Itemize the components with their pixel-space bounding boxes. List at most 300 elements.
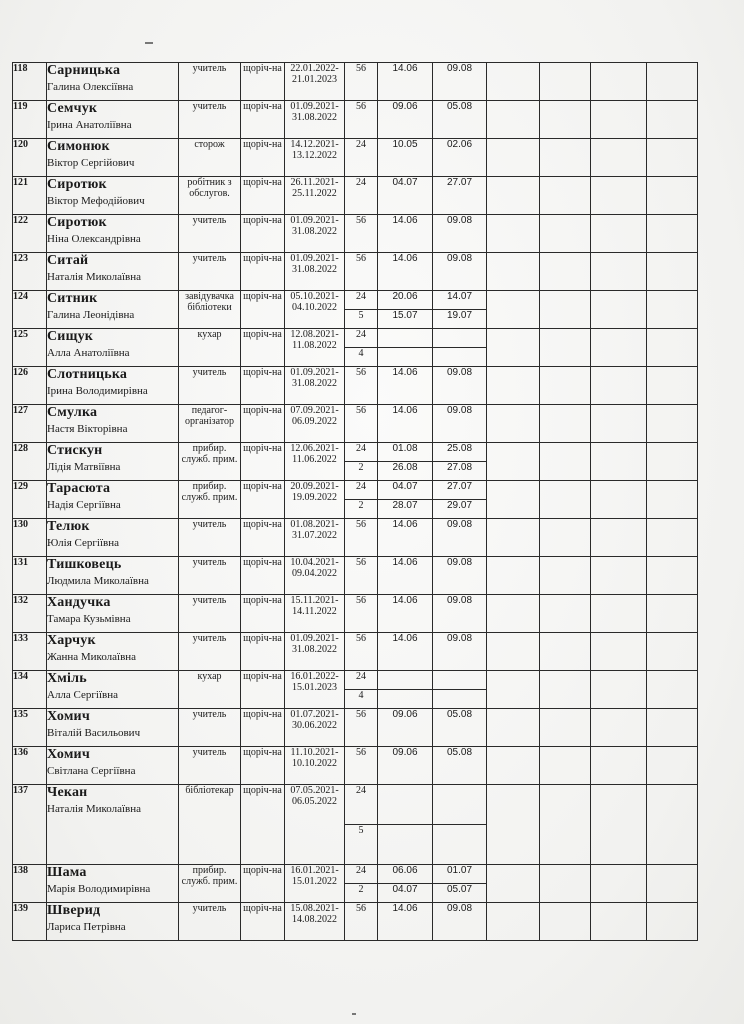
employee-surname: Ситай: [47, 253, 89, 268]
blank-cell: [647, 519, 698, 557]
leave-type-cell: щоріч-на: [241, 405, 285, 443]
row-number: 121: [13, 177, 47, 215]
employee-surname: Тишковець: [47, 557, 122, 572]
blank-cell: [591, 253, 647, 291]
blank-cell: [591, 291, 647, 329]
leave-end-cell: [433, 690, 487, 709]
blank-cell: [487, 671, 540, 709]
leave-days-cell: 24: [345, 329, 378, 348]
employee-given-name: Галина Олексіївна: [47, 81, 134, 94]
employee-surname: Сиротюк: [47, 215, 107, 230]
leave-start-cell: 14.06: [378, 367, 433, 405]
leave-days-cell: 56: [345, 633, 378, 671]
blank-cell: [591, 63, 647, 101]
employee-name-cell: [47, 253, 179, 291]
leave-end-cell: [433, 785, 487, 825]
leave-start-cell: 14.06: [378, 595, 433, 633]
employee-name-cell: [47, 903, 179, 941]
row-number: 135: [13, 709, 47, 747]
employee-given-name: Юлія Сергіївна: [47, 537, 119, 550]
blank-cell: [540, 709, 591, 747]
employee-given-name: Жанна Миколаївна: [47, 651, 137, 664]
blank-cell: [540, 101, 591, 139]
blank-cell: [647, 405, 698, 443]
leave-start-cell: 06.06: [378, 865, 433, 884]
row-number: 129: [13, 481, 47, 519]
blank-cell: [591, 177, 647, 215]
employee-surname: Слотницька: [47, 367, 128, 382]
row-number: 118: [13, 63, 47, 101]
blank-cell: [647, 215, 698, 253]
leave-days-cell: 4: [345, 348, 378, 367]
leave-type-cell: щоріч-на: [241, 63, 285, 101]
row-number: 137: [13, 785, 47, 865]
employee-name-cell: [47, 405, 179, 443]
employee-name-cell: [47, 709, 179, 747]
employee-given-name: Віктор Сергійович: [47, 157, 135, 170]
blank-cell: [487, 405, 540, 443]
leave-days-cell: 24: [345, 177, 378, 215]
employee-name-cell: [47, 633, 179, 671]
leave-start-cell: 14.06: [378, 405, 433, 443]
leave-start-cell: 26.08: [378, 462, 433, 481]
work-period-cell: 07.09.2021-06.09.2022: [285, 405, 345, 443]
employee-given-name: Марія Володимирівна: [47, 883, 151, 896]
blank-cell: [591, 747, 647, 785]
leave-days-cell: 56: [345, 215, 378, 253]
employee-given-name: Алла Анатоліївна: [47, 347, 130, 360]
table-row: [13, 633, 698, 671]
blank-cell: [487, 481, 540, 519]
work-period-cell: 10.04.2021-09.04.2022: [285, 557, 345, 595]
leave-type-cell: щоріч-на: [241, 671, 285, 709]
employee-name-cell: [47, 671, 179, 709]
employee-surname: Харчук: [47, 633, 96, 648]
leave-end-cell: 09.08: [433, 519, 487, 557]
leave-end-cell: 09.08: [433, 405, 487, 443]
blank-cell: [647, 747, 698, 785]
leave-days-cell: 56: [345, 709, 378, 747]
leave-start-cell: 09.06: [378, 101, 433, 139]
leave-days-cell: 5: [345, 310, 378, 329]
leave-type-cell: щоріч-на: [241, 519, 285, 557]
blank-cell: [647, 443, 698, 481]
blank-cell: [540, 291, 591, 329]
blank-cell: [591, 903, 647, 941]
position-cell: учитель: [179, 633, 241, 671]
position-cell: завідувачка бібліотеки: [179, 291, 241, 329]
row-number: 124: [13, 291, 47, 329]
employee-given-name: Віталій Васильович: [47, 727, 141, 740]
employee-surname: Шама: [47, 865, 87, 880]
leave-type-cell: щоріч-на: [241, 865, 285, 903]
leave-end-cell: [433, 329, 487, 348]
leave-days-cell: 2: [345, 500, 378, 519]
employee-given-name: Віктор Мефодійович: [47, 195, 145, 208]
blank-cell: [591, 865, 647, 903]
blank-cell: [591, 785, 647, 865]
blank-cell: [487, 709, 540, 747]
leave-days-cell: 56: [345, 903, 378, 941]
row-number: 123: [13, 253, 47, 291]
blank-cell: [591, 519, 647, 557]
employee-surname: Шверид: [47, 903, 101, 918]
work-period-cell: 22.01.2022-21.01.2023: [285, 63, 345, 101]
employee-surname: Хомич: [47, 747, 90, 762]
leave-end-cell: 02.06: [433, 139, 487, 177]
employee-given-name: Галина Леонідівна: [47, 309, 135, 322]
blank-cell: [487, 903, 540, 941]
blank-cell: [591, 481, 647, 519]
employee-name-cell: [47, 329, 179, 367]
work-period-cell: 01.08.2021-31.07.2022: [285, 519, 345, 557]
blank-cell: [487, 595, 540, 633]
blank-cell: [487, 443, 540, 481]
blank-cell: [591, 557, 647, 595]
employee-given-name: Ірина Володимирівна: [47, 385, 148, 398]
employee-name-cell: [47, 747, 179, 785]
position-cell: бібліотекар: [179, 785, 241, 865]
leave-end-cell: 05.07: [433, 884, 487, 903]
employee-name-cell: [47, 865, 179, 903]
leave-end-cell: 09.08: [433, 63, 487, 101]
leave-start-cell: 14.06: [378, 63, 433, 101]
table-row: [13, 903, 698, 941]
scan-speck: [352, 1013, 356, 1015]
leave-start-cell: 04.07: [378, 177, 433, 215]
leave-type-cell: щоріч-на: [241, 101, 285, 139]
employee-surname: Хомич: [47, 709, 90, 724]
blank-cell: [487, 215, 540, 253]
leave-start-cell: 14.06: [378, 215, 433, 253]
blank-cell: [591, 101, 647, 139]
employee-name-cell: [47, 481, 179, 519]
employee-given-name: Наталія Миколаївна: [47, 271, 142, 284]
table-row: [13, 557, 698, 595]
row-number: 128: [13, 443, 47, 481]
leave-end-cell: 05.08: [433, 101, 487, 139]
employee-given-name: Алла Сергіївна: [47, 689, 118, 702]
employee-surname: Ситник: [47, 291, 98, 306]
row-number: 138: [13, 865, 47, 903]
row-number: 119: [13, 101, 47, 139]
employee-given-name: Наталія Миколаївна: [47, 803, 142, 816]
employee-given-name: Лариса Петрівна: [47, 921, 126, 934]
leave-type-cell: щоріч-на: [241, 903, 285, 941]
row-number: 125: [13, 329, 47, 367]
blank-cell: [540, 785, 591, 865]
leave-end-cell: 27.07: [433, 481, 487, 500]
blank-cell: [647, 63, 698, 101]
table-row: [13, 215, 698, 253]
employee-surname: Семчук: [47, 101, 98, 116]
row-number: 130: [13, 519, 47, 557]
leave-days-cell: 56: [345, 519, 378, 557]
blank-cell: [487, 557, 540, 595]
position-cell: прибир. служб. прим.: [179, 443, 241, 481]
leave-type-cell: щоріч-на: [241, 329, 285, 367]
leave-type-cell: щоріч-на: [241, 747, 285, 785]
position-cell: учитель: [179, 747, 241, 785]
table-row: [13, 671, 698, 690]
position-cell: учитель: [179, 709, 241, 747]
blank-cell: [647, 709, 698, 747]
position-cell: учитель: [179, 367, 241, 405]
blank-cell: [540, 329, 591, 367]
blank-cell: [647, 253, 698, 291]
blank-cell: [540, 63, 591, 101]
leave-start-cell: [378, 825, 433, 865]
employee-name-cell: [47, 291, 179, 329]
leave-end-cell: 27.08: [433, 462, 487, 481]
leave-end-cell: 09.08: [433, 633, 487, 671]
blank-cell: [540, 865, 591, 903]
position-cell: учитель: [179, 101, 241, 139]
table-row: [13, 595, 698, 633]
leave-start-cell: 15.07: [378, 310, 433, 329]
work-period-cell: 14.12.2021-13.12.2022: [285, 139, 345, 177]
employee-surname: Телюк: [47, 519, 90, 534]
employee-name-cell: [47, 443, 179, 481]
employee-given-name: Ніна Олександрівна: [47, 233, 141, 246]
table-row: [13, 291, 698, 310]
work-period-cell: 15.08.2021-14.08.2022: [285, 903, 345, 941]
blank-cell: [540, 519, 591, 557]
leave-days-cell: 2: [345, 462, 378, 481]
blank-cell: [487, 865, 540, 903]
blank-cell: [540, 903, 591, 941]
employee-name-cell: [47, 215, 179, 253]
table-row: [13, 329, 698, 348]
row-number: 134: [13, 671, 47, 709]
blank-cell: [591, 329, 647, 367]
leave-end-cell: 09.08: [433, 215, 487, 253]
blank-cell: [540, 215, 591, 253]
leave-type-cell: щоріч-на: [241, 557, 285, 595]
blank-cell: [591, 139, 647, 177]
leave-days-cell: 56: [345, 367, 378, 405]
row-number: 126: [13, 367, 47, 405]
employee-name-cell: [47, 557, 179, 595]
leave-start-cell: 14.06: [378, 633, 433, 671]
position-cell: учитель: [179, 557, 241, 595]
table-row: [13, 443, 698, 462]
work-period-cell: 01.09.2021-31.08.2022: [285, 633, 345, 671]
work-period-cell: 12.06.2021-11.06.2022: [285, 443, 345, 481]
table-row: [13, 519, 698, 557]
blank-cell: [647, 671, 698, 709]
employee-given-name: Світлана Сергіївна: [47, 765, 136, 778]
position-cell: учитель: [179, 215, 241, 253]
table-row: [13, 63, 698, 101]
leave-end-cell: 19.07: [433, 310, 487, 329]
blank-cell: [540, 481, 591, 519]
work-period-cell: 15.11.2021-14.11.2022: [285, 595, 345, 633]
leave-days-cell: 56: [345, 63, 378, 101]
blank-cell: [591, 595, 647, 633]
work-period-cell: 01.09.2021-31.08.2022: [285, 215, 345, 253]
employee-name-cell: [47, 785, 179, 865]
leave-end-cell: 09.08: [433, 595, 487, 633]
leave-start-cell: 09.06: [378, 709, 433, 747]
table-row: [13, 101, 698, 139]
blank-cell: [647, 557, 698, 595]
leave-days-cell: 24: [345, 671, 378, 690]
blank-cell: [540, 139, 591, 177]
blank-cell: [647, 785, 698, 865]
table-row: [13, 747, 698, 785]
leave-days-cell: 24: [345, 139, 378, 177]
leave-start-cell: 14.06: [378, 519, 433, 557]
leave-days-cell: 4: [345, 690, 378, 709]
table-row: [13, 253, 698, 291]
table-row: [13, 785, 698, 825]
employee-surname: Чекан: [47, 785, 88, 800]
leave-type-cell: щоріч-на: [241, 785, 285, 865]
work-period-cell: 07.05.2021-06.05.2022: [285, 785, 345, 865]
blank-cell: [540, 633, 591, 671]
employee-name-cell: [47, 139, 179, 177]
blank-cell: [540, 557, 591, 595]
work-period-cell: 01.09.2021-31.08.2022: [285, 367, 345, 405]
leave-end-cell: 09.08: [433, 367, 487, 405]
leave-days-cell: 56: [345, 253, 378, 291]
blank-cell: [647, 101, 698, 139]
employee-given-name: Надія Сергіївна: [47, 499, 121, 512]
blank-cell: [647, 177, 698, 215]
table-row: [13, 709, 698, 747]
blank-cell: [647, 633, 698, 671]
position-cell: учитель: [179, 519, 241, 557]
leave-days-cell: 56: [345, 595, 378, 633]
leave-days-cell: 56: [345, 101, 378, 139]
leave-end-cell: 09.08: [433, 253, 487, 291]
table-row: [13, 865, 698, 884]
employee-surname: Сиротюк: [47, 177, 107, 192]
work-period-cell: 11.10.2021-10.10.2022: [285, 747, 345, 785]
leave-start-cell: 04.07: [378, 481, 433, 500]
leave-days-cell: 24: [345, 291, 378, 310]
blank-cell: [540, 367, 591, 405]
blank-cell: [487, 139, 540, 177]
row-number: 139: [13, 903, 47, 941]
blank-cell: [540, 405, 591, 443]
employee-surname: Смулка: [47, 405, 98, 420]
blank-cell: [487, 291, 540, 329]
blank-cell: [591, 215, 647, 253]
leave-start-cell: [378, 785, 433, 825]
position-cell: учитель: [179, 903, 241, 941]
leave-type-cell: щоріч-на: [241, 291, 285, 329]
leave-end-cell: 29.07: [433, 500, 487, 519]
leave-start-cell: [378, 348, 433, 367]
scan-speck: [145, 42, 153, 44]
row-number: 136: [13, 747, 47, 785]
leave-days-cell: 2: [345, 884, 378, 903]
blank-cell: [647, 367, 698, 405]
leave-type-cell: щоріч-на: [241, 139, 285, 177]
leave-start-cell: 04.07: [378, 884, 433, 903]
employee-name-cell: [47, 177, 179, 215]
work-period-cell: 01.09.2021-31.08.2022: [285, 101, 345, 139]
blank-cell: [487, 329, 540, 367]
work-period-cell: 01.07.2021-30.06.2022: [285, 709, 345, 747]
leave-start-cell: [378, 671, 433, 690]
leave-end-cell: 05.08: [433, 709, 487, 747]
table-row: [13, 139, 698, 177]
employee-surname: Хандучка: [47, 595, 111, 610]
leave-start-cell: 14.06: [378, 903, 433, 941]
blank-cell: [647, 481, 698, 519]
leave-end-cell: 05.08: [433, 747, 487, 785]
blank-cell: [591, 671, 647, 709]
blank-cell: [487, 785, 540, 865]
leave-start-cell: 01.08: [378, 443, 433, 462]
row-number: 122: [13, 215, 47, 253]
blank-cell: [591, 367, 647, 405]
leave-type-cell: щоріч-на: [241, 709, 285, 747]
table-row: [13, 177, 698, 215]
position-cell: прибир. служб. прим.: [179, 865, 241, 903]
leave-start-cell: 14.06: [378, 253, 433, 291]
leave-start-cell: [378, 329, 433, 348]
blank-cell: [487, 177, 540, 215]
work-period-cell: 16.01.2021-15.01.2022: [285, 865, 345, 903]
employee-surname: Тарасюта: [47, 481, 111, 496]
leave-type-cell: щоріч-на: [241, 633, 285, 671]
employee-given-name: Тамара Кузьмівна: [47, 613, 131, 626]
employee-given-name: Настя Вікторівна: [47, 423, 128, 436]
leave-start-cell: [378, 690, 433, 709]
work-period-cell: 12.08.2021-11.08.2022: [285, 329, 345, 367]
employee-name-cell: [47, 367, 179, 405]
employee-given-name: Лідія Матвіївна: [47, 461, 121, 474]
position-cell: кухар: [179, 671, 241, 709]
employee-name-cell: [47, 101, 179, 139]
leave-days-cell: 5: [345, 825, 378, 865]
employee-name-cell: [47, 519, 179, 557]
blank-cell: [647, 595, 698, 633]
work-period-cell: 05.10.2021-04.10.2022: [285, 291, 345, 329]
leave-type-cell: щоріч-на: [241, 367, 285, 405]
leave-start-cell: 09.06: [378, 747, 433, 785]
leave-type-cell: щоріч-на: [241, 481, 285, 519]
leave-days-cell: 56: [345, 557, 378, 595]
leave-type-cell: щоріч-на: [241, 443, 285, 481]
leave-days-cell: 56: [345, 747, 378, 785]
leave-end-cell: 27.07: [433, 177, 487, 215]
blank-cell: [647, 329, 698, 367]
leave-start-cell: 20.06: [378, 291, 433, 310]
table-row: [13, 481, 698, 500]
leave-end-cell: 25.08: [433, 443, 487, 462]
row-number: 132: [13, 595, 47, 633]
blank-cell: [540, 177, 591, 215]
position-cell: педагог-організатор: [179, 405, 241, 443]
blank-cell: [591, 405, 647, 443]
row-number: 133: [13, 633, 47, 671]
blank-cell: [540, 443, 591, 481]
leave-end-cell: 01.07: [433, 865, 487, 884]
employee-surname: Сарницька: [47, 63, 121, 78]
employee-name-cell: [47, 595, 179, 633]
employee-given-name: Людмила Миколаївна: [47, 575, 149, 588]
position-cell: учитель: [179, 253, 241, 291]
leave-days-cell: 24: [345, 785, 378, 825]
leave-end-cell: 14.07: [433, 291, 487, 310]
work-period-cell: 01.09.2021-31.08.2022: [285, 253, 345, 291]
blank-cell: [647, 903, 698, 941]
